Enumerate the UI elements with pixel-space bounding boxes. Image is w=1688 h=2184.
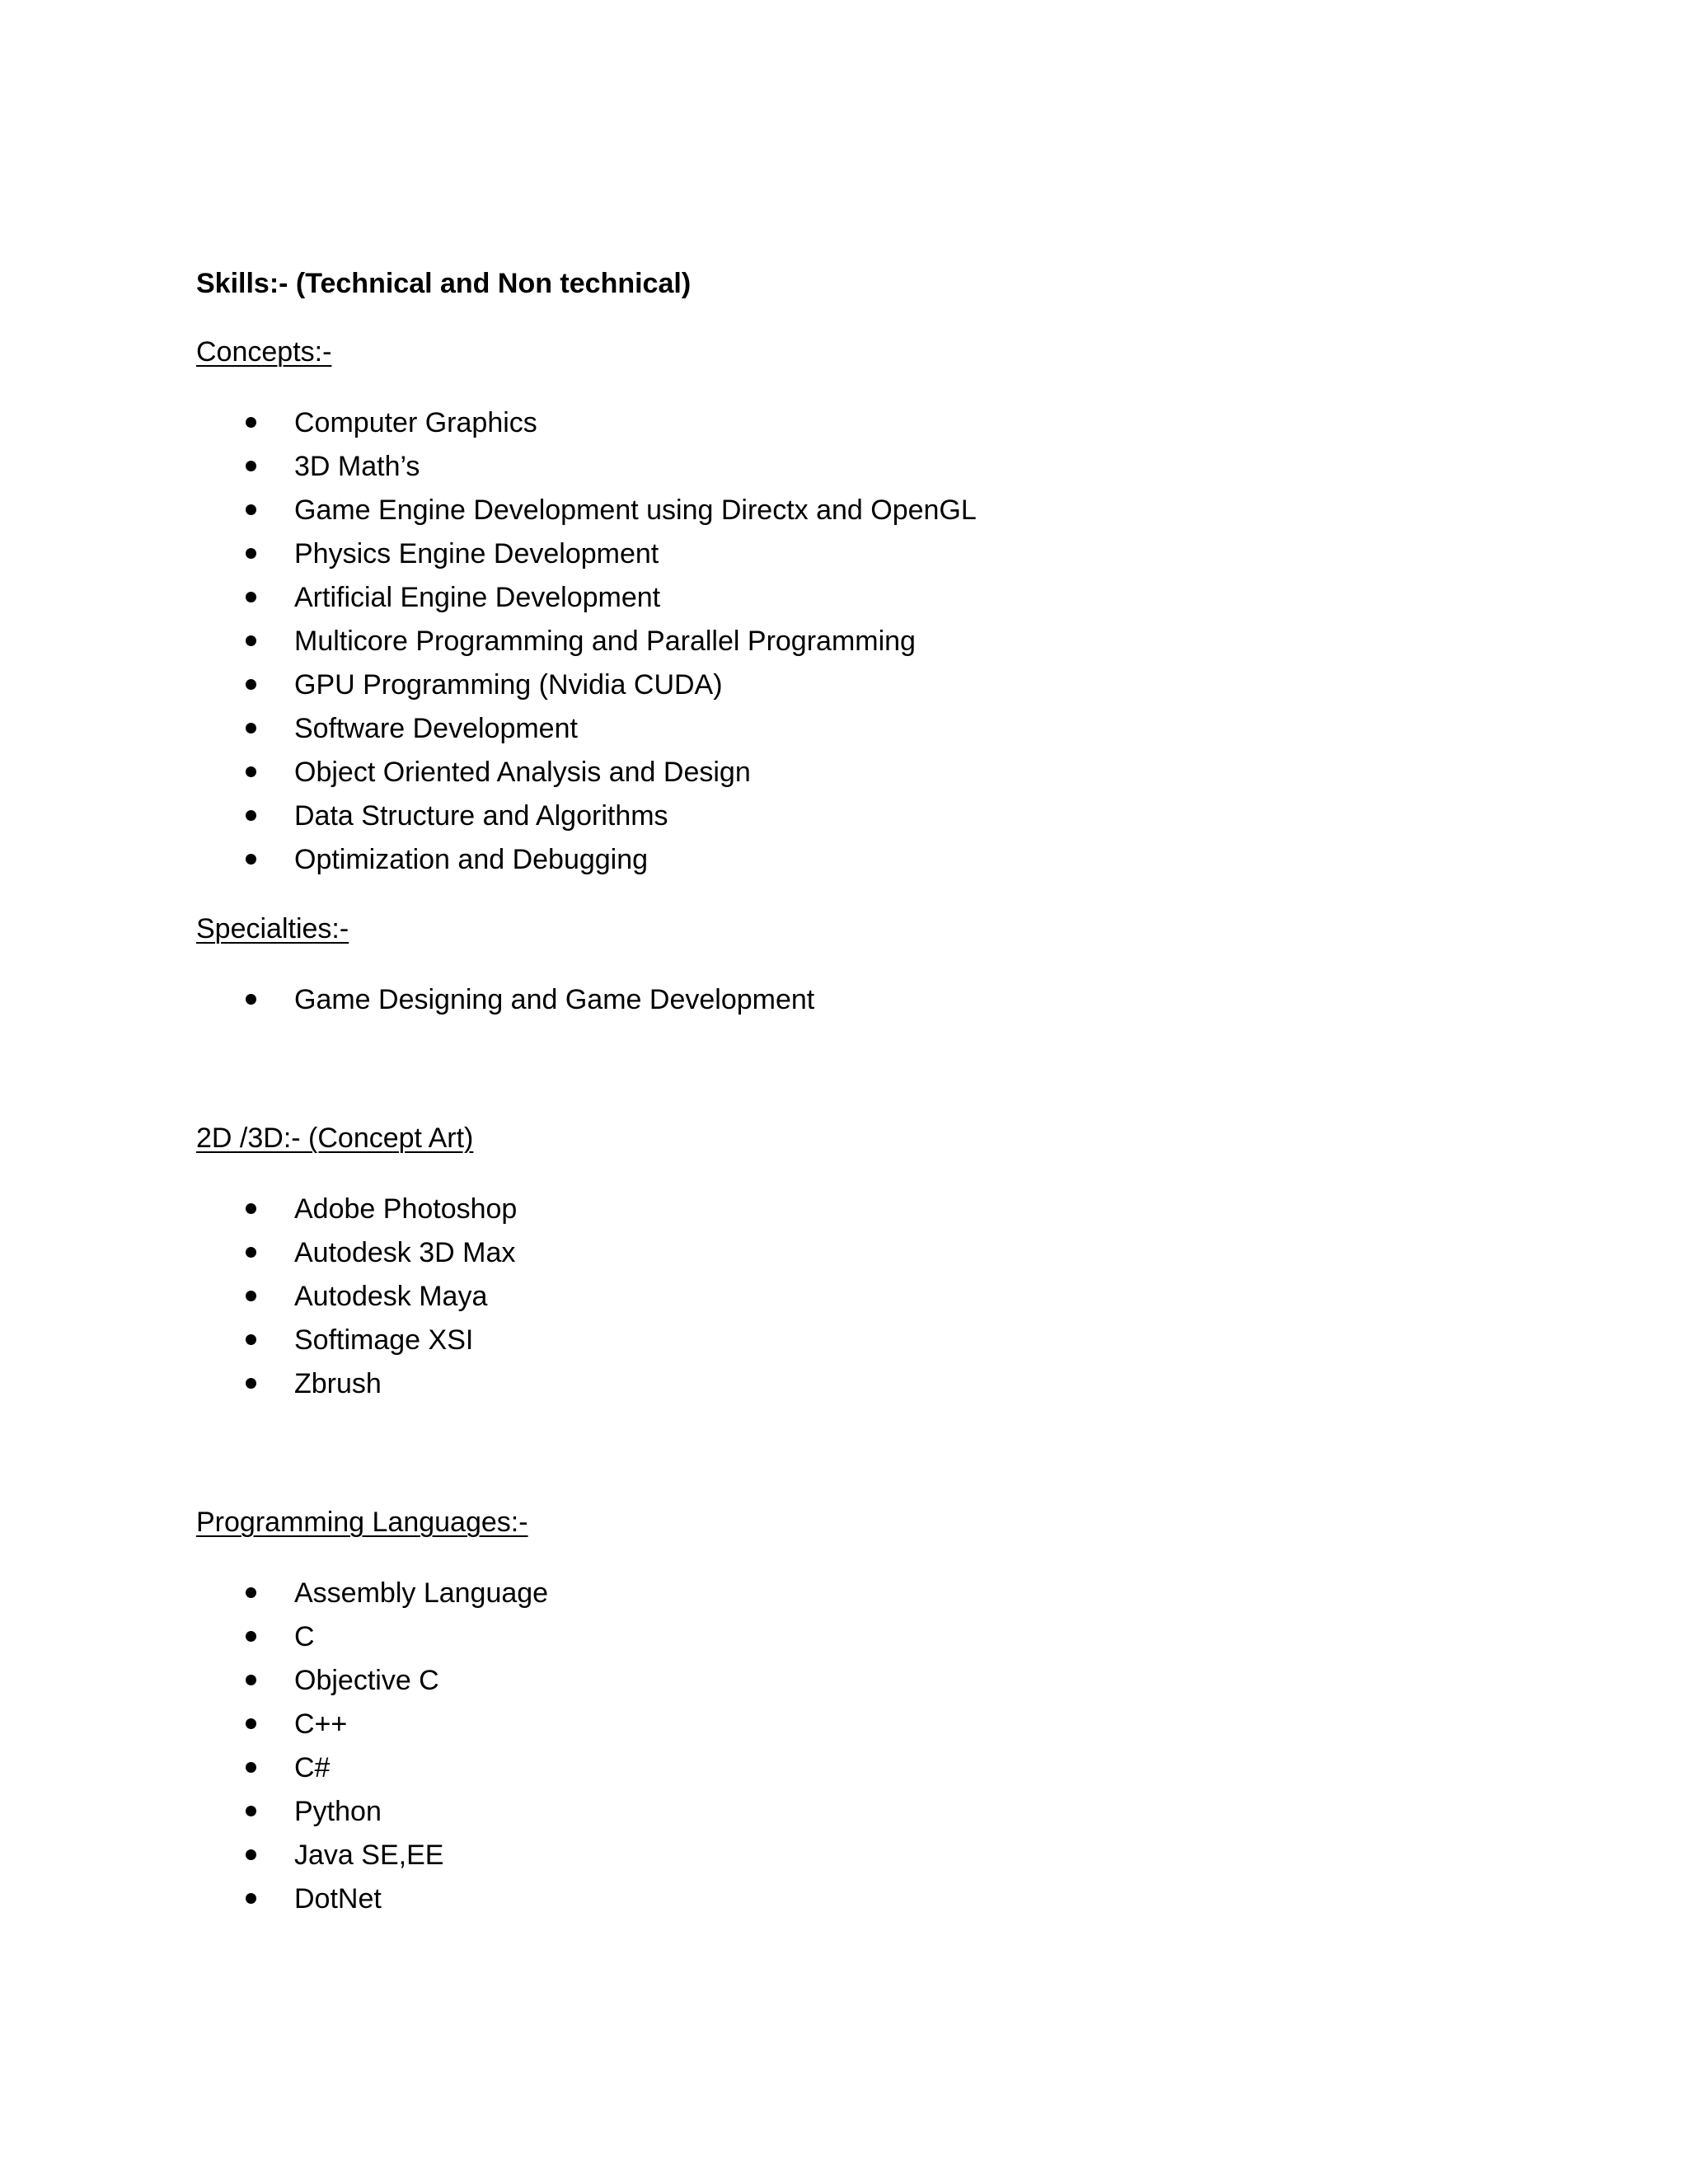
bullet-icon [246, 635, 256, 646]
bullet-icon [246, 1849, 256, 1860]
bullet-icon [246, 854, 256, 865]
bullet-icon [246, 461, 256, 471]
bullet-icon [246, 548, 256, 559]
bullet-icon [246, 1631, 256, 1642]
bullet-icon [246, 1718, 256, 1729]
bullet-icon [246, 1247, 256, 1258]
section-heading-programming-languages: Programming Languages:- [196, 1507, 528, 1538]
bullet-icon [246, 1675, 256, 1685]
bullet-icon [246, 1291, 256, 1301]
bullet-icon [246, 679, 256, 690]
bullet-icon [246, 723, 256, 733]
bullet-icon [246, 1378, 256, 1389]
bullet-icon [246, 994, 256, 1005]
bullet-icon [246, 417, 256, 428]
bullet-icon [246, 810, 256, 821]
bullet-icon [246, 592, 256, 602]
bullet-icon [246, 1334, 256, 1345]
bullet-icon [246, 1762, 256, 1773]
section-heading-2d-3d: 2D /3D:- (Concept Art) [196, 1122, 474, 1154]
document-title: Skills:- (Technical and Non technical) [196, 268, 692, 299]
section-heading-specialties: Specialties:- [196, 913, 349, 944]
section-heading-concepts: Concepts:- [196, 336, 332, 368]
bullet-icon [246, 1806, 256, 1816]
bullet-icon [246, 1587, 256, 1598]
bullet-icon [246, 504, 256, 515]
bullet-icon [246, 1893, 256, 1904]
bullet-icon [246, 1203, 256, 1214]
document-page: Skills:- (Technical and Non technical) Concepts:- Computer Graphics 3D Math’s Game Engine Development using Directx and OpenGL Physics Engine Development Artificial Engine Development Multicore Programming and Parallel Programming GPU Programming (Nvidia CUDA) Software Development Object Oriented Analysis and Design Data Structure and Algorithms Optimization and Debugging Specialties:- Game Designing and Game Development 2D /3D:- (Concept Art) Adobe Photoshop Autodesk 3D Max Autodesk Maya Softimage XSI Zbrush Programming Languages:- Assembly Language C Objective C C++ C# Python Java SE,EE DotNet [0, 0, 1688, 2184]
bullet-icon [246, 766, 256, 777]
